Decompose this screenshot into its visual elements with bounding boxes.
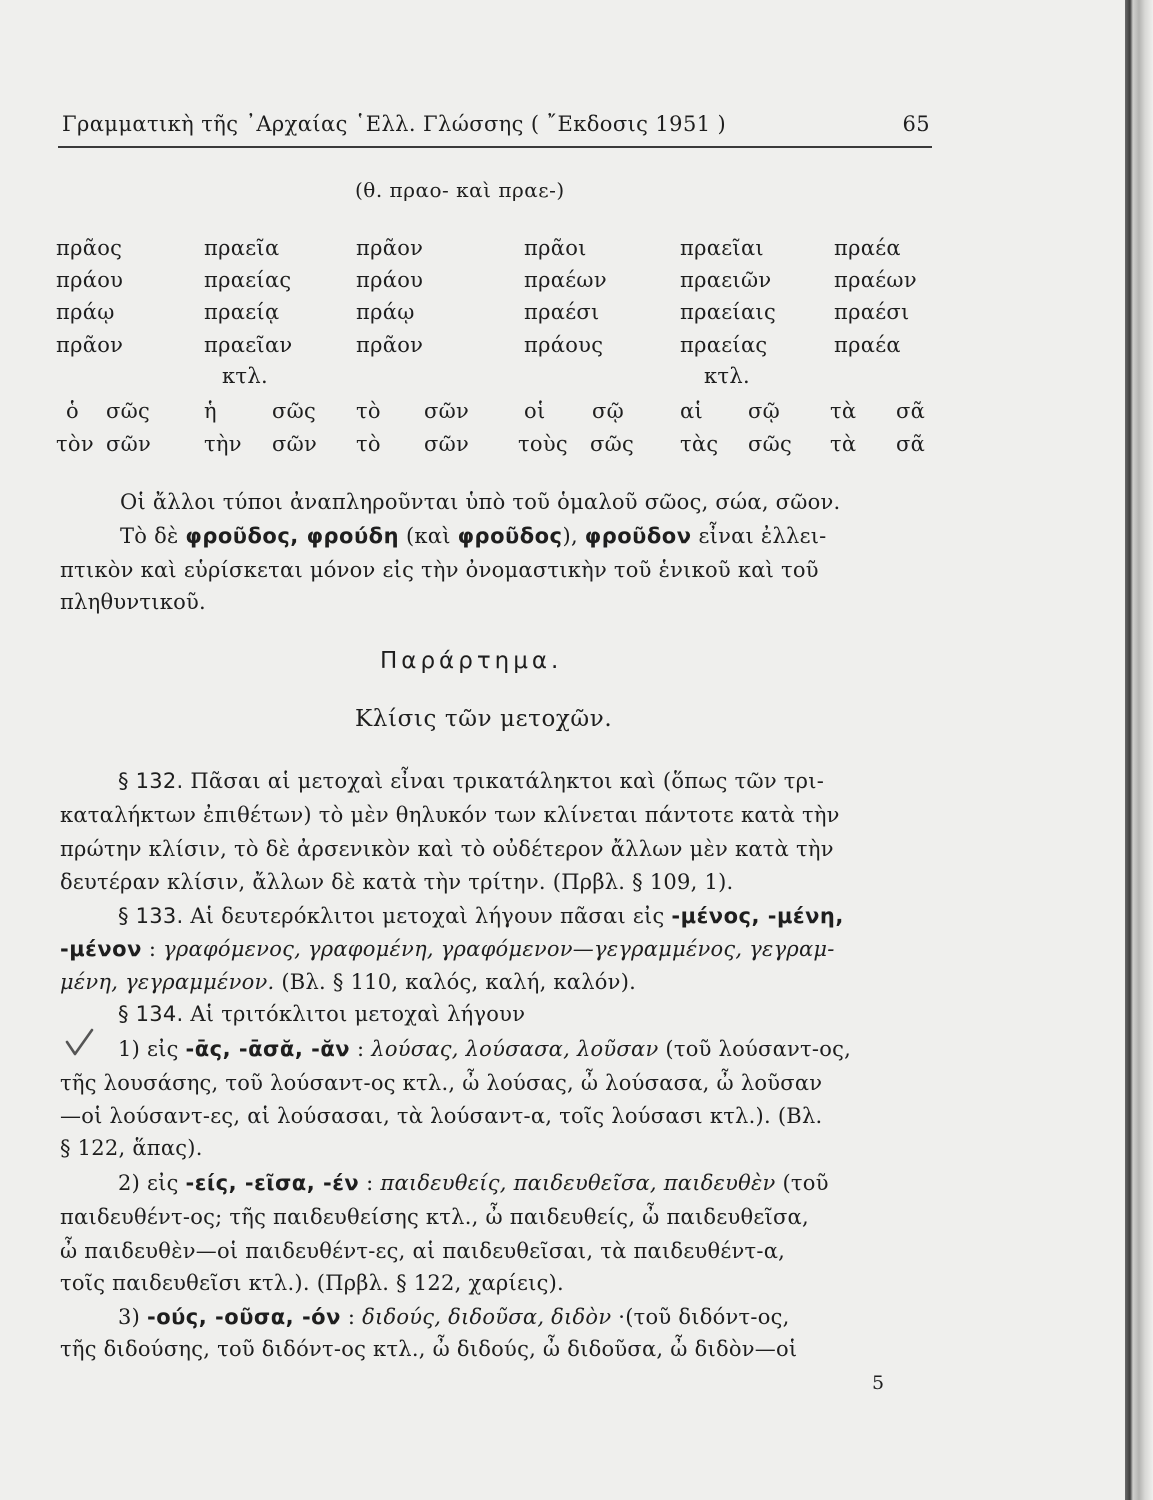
table-cell: σῷ xyxy=(748,399,781,423)
text-run: 1) εἰς xyxy=(118,1037,186,1061)
text-run: : xyxy=(141,937,164,961)
para-line xyxy=(120,521,827,551)
table-cell: πρᾶον xyxy=(356,236,424,260)
para-line xyxy=(118,901,844,931)
table-cell: τὰς xyxy=(680,432,719,456)
bold-term: -μένον xyxy=(60,937,142,961)
table-cell: πράῳ xyxy=(356,300,415,324)
table-cell: σῷ xyxy=(592,399,625,423)
text-run: (τοῦ λούσαντ-ος, xyxy=(658,1037,852,1061)
text-run: Τὸ δὲ xyxy=(120,524,186,548)
bold-term: -ᾱς, -ᾱσᾰ, -ᾰν xyxy=(185,1037,351,1061)
table-cell: σῶν xyxy=(424,399,470,423)
italic-text: μένη, γεγραμμένον. xyxy=(60,970,275,994)
text-run: (καὶ xyxy=(399,524,458,548)
table-cell: πραεῖαι xyxy=(680,236,764,260)
table-cell: πράου xyxy=(356,268,424,292)
section-number: § 133. xyxy=(118,904,184,928)
para-line: πτικὸν καὶ εὑρίσκεται μόνον εἰς τὴν ὀνομαστικὴν τοῦ ἑνικοῦ καὶ τοῦ xyxy=(60,558,819,582)
table-cell: πραεῖα xyxy=(204,236,280,260)
appendix-heading: Παράρτημα. xyxy=(380,648,563,674)
text-run: Πᾶσαι αἱ μετοχαὶ εἶναι τρικατάληκτοι καὶ (ὅπως τῶν τρι- xyxy=(183,769,825,793)
text-run: : xyxy=(359,1171,381,1195)
table-cell: αἱ xyxy=(680,399,704,423)
table-cell: τὸ xyxy=(356,432,381,456)
para-line: § 122, ἅπας). xyxy=(60,1136,203,1160)
running-header xyxy=(62,112,930,142)
table-cell: τὸν xyxy=(56,432,94,456)
section-number: § 132. xyxy=(118,769,184,793)
italic-text: διδούς, διδοῦσα, διδὸν xyxy=(362,1305,612,1329)
table-cell: σῶς xyxy=(272,399,317,423)
para-line: καταλήκτων ἐπιθέτων) τὸ μὲν θηλυκόν των κλίνεται πάντοτε κατὰ τὴν xyxy=(60,803,840,827)
table-cell: πραείας xyxy=(204,268,292,292)
text-run: (Βλ. § 110, καλός, καλή, καλόν). xyxy=(274,970,637,994)
table-cell: σῶν xyxy=(424,432,470,456)
para-line: πληθυντικοῦ. xyxy=(60,590,206,614)
para-line xyxy=(118,1302,790,1332)
table-cell: σῶς xyxy=(748,432,793,456)
para-line xyxy=(118,766,824,796)
table-cell: ἡ xyxy=(204,399,217,423)
bold-term: -είς, -εῖσα, -έν xyxy=(185,1171,360,1195)
table-cell: πράῳ xyxy=(56,300,115,324)
italic-text: παιδευθείς, παιδευθεῖσα, παιδευθὲν xyxy=(380,1171,776,1195)
table-cell: πραειῶν xyxy=(680,268,772,292)
table-cell: πρᾶος xyxy=(56,236,123,260)
section-number: § 134. xyxy=(118,1002,184,1026)
text-run: 2) εἰς xyxy=(118,1171,186,1195)
table-cell: σᾶ xyxy=(896,399,926,423)
table-cell: οἱ xyxy=(524,399,546,423)
table-cell: σῶς xyxy=(106,399,151,423)
para-line xyxy=(118,999,525,1029)
text-run: ·(τοῦ διδόντ-ος, xyxy=(611,1305,790,1329)
table-subtitle: (θ. πραο- καὶ πραε-) xyxy=(355,178,565,202)
bold-term: φροῦδος xyxy=(457,524,563,548)
para-line xyxy=(60,934,835,964)
table-cell: πραέσι xyxy=(524,300,600,324)
para-line: τῆς διδούσης, τοῦ διδόντ-ος κτλ., ὦ διδούς, ὦ διδοῦσα, ὦ διδὸν—οἱ xyxy=(60,1337,798,1361)
section-heading: Κλίσις τῶν μετοχῶν. xyxy=(355,706,613,732)
table-cell: σᾶ xyxy=(896,432,926,456)
table-cell: πραέσι xyxy=(834,300,910,324)
header-rule xyxy=(58,146,932,148)
table-cell: πρᾶον xyxy=(56,333,124,357)
para-line: ὦ παιδευθὲν—οἱ παιδευθέντ-ες, αἱ παιδευθεῖσαι, τὰ παιδευθέντ-α, xyxy=(60,1239,786,1263)
table-cell: τὰ xyxy=(830,399,857,423)
para-line: τοῖς παιδευθεῖσι κτλ.). (Πρβλ. § 122, χαρίεις). xyxy=(60,1271,564,1295)
para-line: παιδευθέντ-ος; τῆς παιδευθείσης κτλ., ὦ παιδευθείς, ὦ παιδευθεῖσα, xyxy=(60,1205,809,1229)
table-cell: πρᾶοι xyxy=(524,236,587,260)
running-title: Γραμματικὴ τῆς ᾿Αρχαίας ῾Ελλ. Γλώσσης ( ῎Εκδοσις 1951 ) xyxy=(62,112,727,136)
table-cell: πραέα xyxy=(834,236,901,260)
table-cell: πραέων xyxy=(524,268,607,292)
text-run: 3) xyxy=(118,1305,147,1329)
table-cell: πραείᾳ xyxy=(204,300,280,324)
table-cell: σῶν xyxy=(106,432,152,456)
etc-left: κτλ. xyxy=(222,364,268,388)
text-run: : xyxy=(340,1305,363,1329)
bold-term: -ούς, -οῦσα, -όν xyxy=(146,1305,341,1329)
text-run: ), xyxy=(562,524,585,548)
table-cell: ὁ xyxy=(66,399,79,423)
para-line: πρώτην κλίσιν, τὸ δὲ ἀρσενικὸν καὶ τὸ οὐδέτερον ἄλλων μὲν κατὰ τὴν xyxy=(60,837,834,861)
table-cell: σῶν xyxy=(272,432,318,456)
para-line: τῆς λουσάσης, τοῦ λούσαντ-ος κτλ., ὦ λούσας, ὦ λούσασα, ὦ λοῦσαν xyxy=(60,1071,823,1095)
text-run: Αἱ δευτερόκλιτοι μετοχαὶ λήγουν πᾶσαι εἰς xyxy=(183,904,672,928)
handwritten-check-icon xyxy=(64,1028,94,1058)
table-cell: πραεῖαν xyxy=(204,333,293,357)
table-cell: πρᾶον xyxy=(356,333,424,357)
para-line xyxy=(118,1168,829,1198)
page-number: 65 xyxy=(902,112,930,136)
table-cell: τοὺς xyxy=(518,432,568,456)
para-line xyxy=(60,967,636,997)
table-cell: τὰ xyxy=(830,432,857,456)
italic-text: γραφόμενος, γραφομένη, γραφόμενον—γεγραμμένος, γεγραμ- xyxy=(163,937,835,961)
book-edge xyxy=(1125,0,1153,1500)
table-cell: πραέων xyxy=(834,268,917,292)
para-line: Οἱ ἄλλοι τύποι ἀναπληροῦνται ὑπὸ τοῦ ὁμαλοῦ σῶος, σώα, σῶον. xyxy=(120,490,841,514)
para-line: —οἱ λούσαντ-ες, αἱ λούσασαι, τὰ λούσαντ-α, τοῖς λούσασι κτλ.). (Βλ. xyxy=(60,1104,823,1128)
table-cell: πραείαις xyxy=(680,300,777,324)
bold-term: -μένος, -μένη, xyxy=(671,904,844,928)
table-cell: τὴν xyxy=(204,432,242,456)
italic-text: λούσας, λούσασα, λοῦσαν xyxy=(371,1037,659,1061)
etc-right: κτλ. xyxy=(704,364,750,388)
text-run: εἶναι ἐλλει- xyxy=(691,524,827,548)
table-cell: πραέα xyxy=(834,333,901,357)
table-cell: τὸ xyxy=(356,399,381,423)
para-line: δευτέραν κλίσιν, ἄλλων δὲ κατὰ τὴν τρίτην. (Πρβλ. § 109, 1). xyxy=(60,870,734,894)
text-run: Αἱ τριτόκλιτοι μετοχαὶ λήγουν xyxy=(183,1002,526,1026)
para-line xyxy=(118,1034,851,1064)
table-cell: πράου xyxy=(56,268,124,292)
text-run: (τοῦ xyxy=(775,1171,829,1195)
table-cell: πραείας xyxy=(680,333,768,357)
text-run: : xyxy=(350,1037,372,1061)
table-cell: πράους xyxy=(524,333,604,357)
signature-mark: 5 xyxy=(872,1372,885,1394)
bold-term: φροῦδος, φρούδη xyxy=(185,524,400,548)
table-cell: σῶς xyxy=(590,432,635,456)
bold-term: φροῦδον xyxy=(584,524,692,548)
